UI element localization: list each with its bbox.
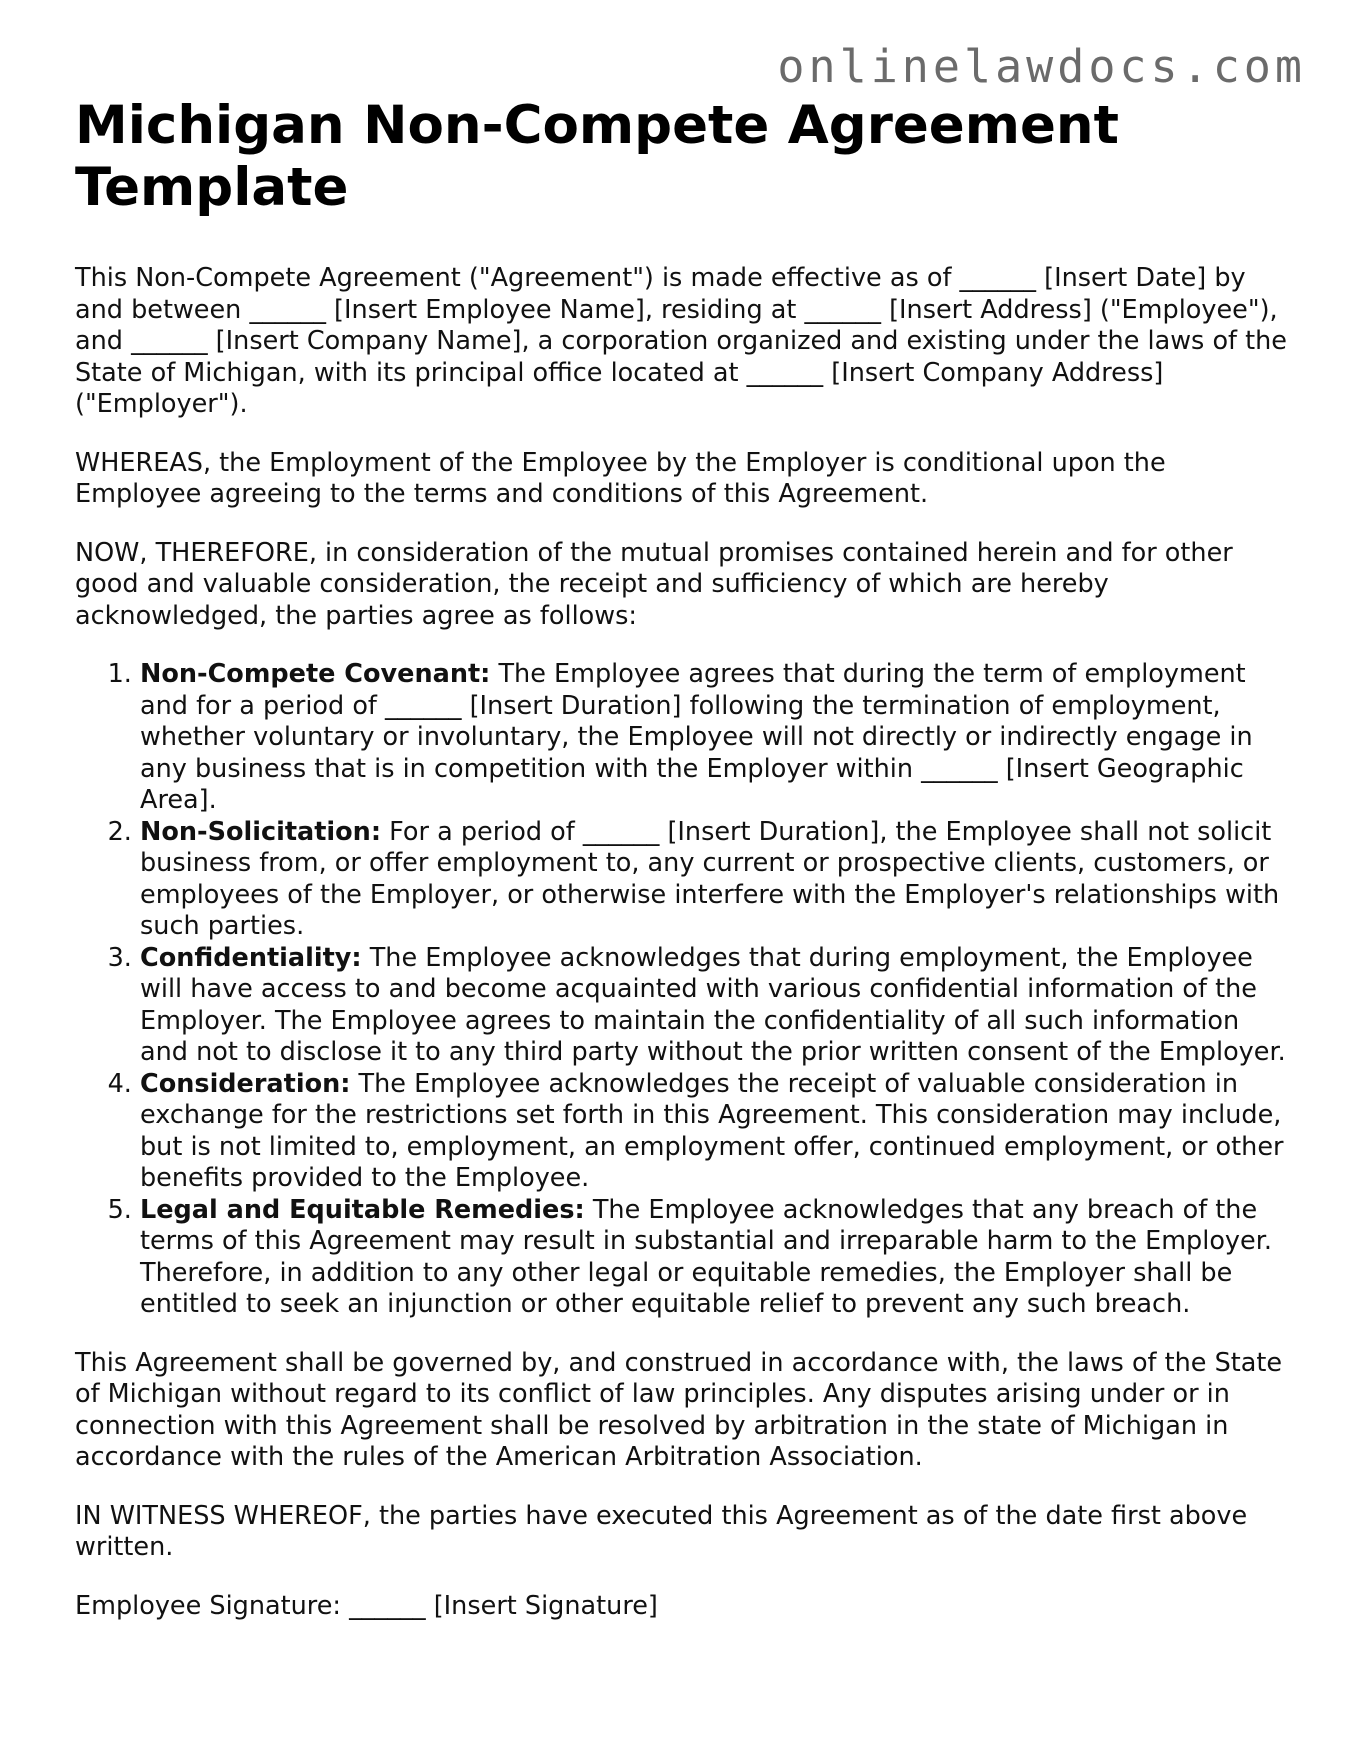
document-title: Michigan Non-Compete Agreement Template xyxy=(75,95,1119,218)
clause-item xyxy=(140,1069,1290,1195)
clause-heading: Confidentiality: xyxy=(140,942,362,973)
clause-item xyxy=(140,1195,1290,1321)
whereas-paragraph: WHEREAS, the Employment of the Employee by the Employer is conditional upon the Employee agreeing to the terms and conditions of this Agreement. xyxy=(75,447,1166,509)
clause-heading: Legal and Equitable Remedies: xyxy=(140,1194,585,1225)
clause-item xyxy=(140,943,1290,1069)
clause-text: The Employee acknowledges that during employment, the Employee will have access to and become acquainted with various confidential information of the Employer. The Employee agrees to maintain the confidentiality of all such information and not to disclose it to any third party without the prior written consent of the Employer. xyxy=(140,942,1286,1067)
clause-item xyxy=(140,659,1290,817)
clause-heading: Non-Solicitation: xyxy=(140,816,382,847)
watermark: onlinelawdocs.com xyxy=(777,40,1306,93)
clause-heading: Non-Compete Covenant: xyxy=(140,659,491,689)
clause-text: The Employee acknowledges that any breach of the terms of this Agreement may result in substantial and irreparable harm to the Employer. Therefore, in addition to any other legal or equitable remedies, the Employer shall be entitled to seek an injunction or other equitable relief to prevent any such breach. xyxy=(140,1194,1272,1319)
clause-text: The Employee agrees that during the term of employment and for a period of ______ [Insert Duration] following the termination of employment, whether voluntary or involuntary, the Employee will not directly or indirectly engage in any business that is in competition with the Employer within ______ [Insert Geographic Area]. xyxy=(140,659,1253,815)
clause-text: The Employee acknowledges the receipt of valuable consideration in exchange for the restrictions set forth in this Agreement. This consideration may include, but is not limited to, employment, an employment offer, continued employment, or other benefits provided to the Employee. xyxy=(140,1068,1284,1193)
clause-list xyxy=(75,659,1290,1321)
now-therefore-paragraph: NOW, THEREFORE, in consideration of the mutual promises contained herein and for other good and valuable consideration, the receipt and sufficiency of which are hereby acknowledged, the parties agree as follows: xyxy=(75,537,1233,631)
clause-item xyxy=(140,817,1290,943)
employee-signature-line: Employee Signature: ______ [Insert Signature] xyxy=(75,1590,658,1621)
intro-paragraph: This Non-Compete Agreement ("Agreement") is made effective as of ______ [Insert Date] by and between ______ [Insert Employee Name], residing at ______ [Insert Address] ("Employee"), and ______ [Insert Company Name], a corporation organized and existing under the laws of the State of Michigan, with its principal office located at ______ [Insert Company Address] ("Employer"). xyxy=(75,263,1287,419)
clause-heading: Consideration: xyxy=(140,1068,351,1099)
clause-text: For a period of ______ [Insert Duration], the Employee shall not solicit business from, or offer employment to, any current or prospective clients, customers, or employees of the Employer, or otherwise interfere with the Employer's relationships with such parties. xyxy=(140,816,1280,941)
document-page xyxy=(75,95,1290,1649)
governing-law-paragraph: This Agreement shall be governed by, and construed in accordance with, the laws of the State of Michigan without regard to its conflict of law principles. Any disputes arising under or in connection with this Agreement shall be resolved by arbitration in the state of Michigan in accordance with the rules of the American Arbitration Association. xyxy=(75,1347,1283,1472)
witness-paragraph: IN WITNESS WHEREOF, the parties have executed this Agreement as of the date first above written. xyxy=(75,1500,1248,1562)
